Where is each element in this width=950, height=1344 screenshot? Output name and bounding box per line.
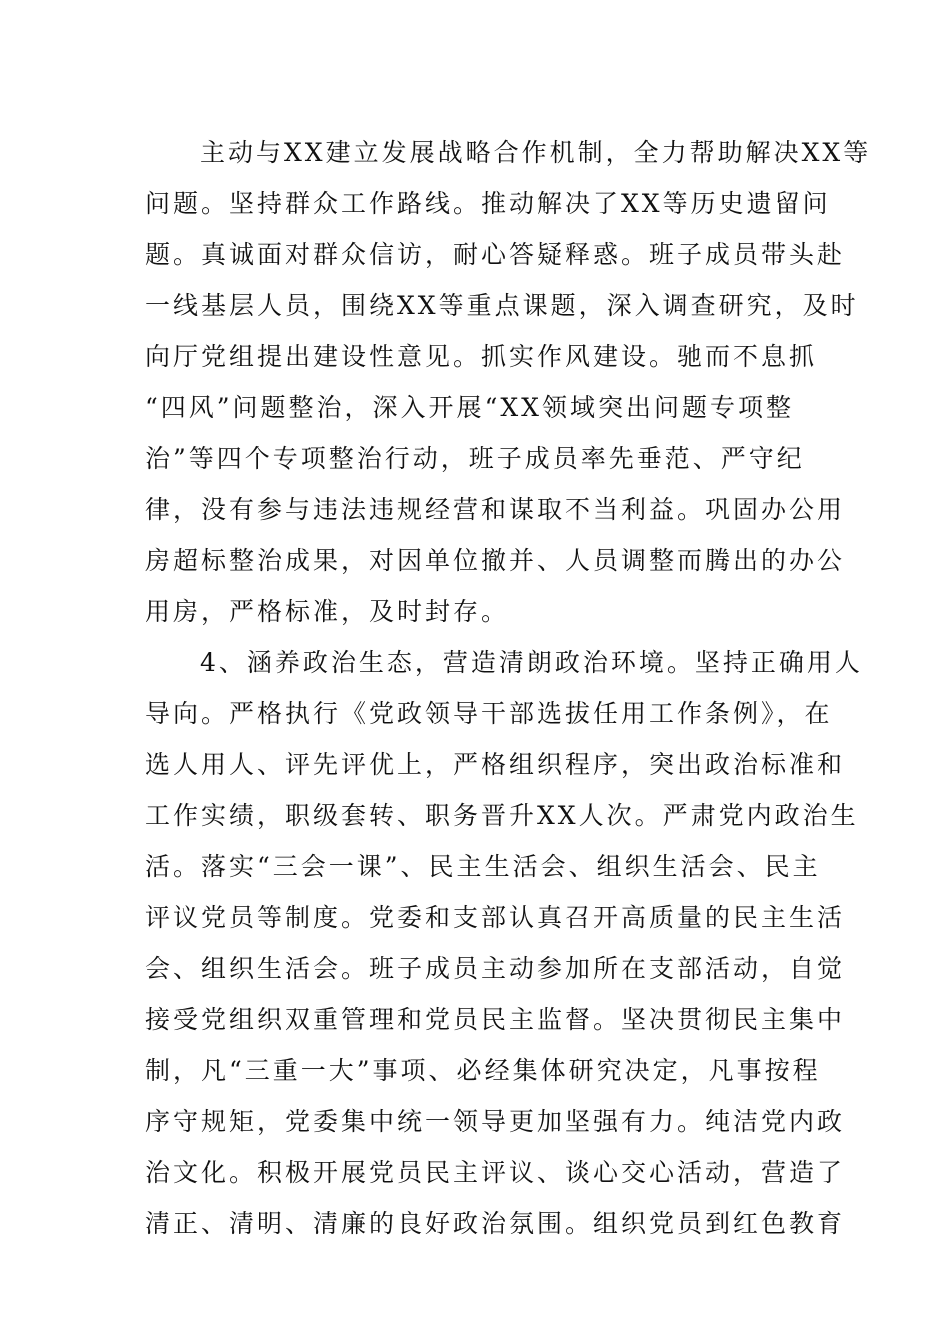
text-line: 评议党员等制度。党委和支部认真召开高质量的民主生活 bbox=[145, 903, 846, 932]
text-line: 律，没有参与违法违规经营和谋取不当利益。巩固办公用 bbox=[145, 495, 846, 524]
text-line: 4、涵养政治生态，营造清朗政治环境。坚持正确用人 bbox=[200, 648, 863, 677]
text-line: “四风”问题整治，深入开展“XX领域突出问题专项整 bbox=[145, 393, 794, 422]
text-line: 题。真诚面对群众信访，耐心答疑释惑。班子成员带头赴 bbox=[145, 240, 846, 269]
text-line: 向厅党组提出建设性意见。抓实作风建设。驰而不息抓 bbox=[145, 342, 818, 371]
text-line: 治”等四个专项整治行动，班子成员率先垂范、严守纪 bbox=[145, 444, 805, 473]
text-line: 主动与XX建立发展战略合作机制，全力帮助解决XX等 bbox=[200, 138, 872, 167]
text-line: 接受党组织双重管理和党员民主监督。坚决贯彻民主集中 bbox=[145, 1005, 846, 1034]
text-line: 问题。坚持群众工作路线。推动解决了XX等历史遗留问 bbox=[145, 189, 831, 218]
text-line: 治文化。积极开展党员民主评议、谈心交心活动，营造了 bbox=[145, 1158, 846, 1187]
text-line: 序守规矩，党委集中统一领导更加坚强有力。纯洁党内政 bbox=[145, 1107, 846, 1136]
document-body bbox=[145, 127, 872, 1249]
text-line: 清正、清明、清廉的良好政治氛围。组织党员到红色教育 bbox=[145, 1209, 846, 1238]
text-line: 用房，严格标准，及时封存。 bbox=[145, 597, 510, 626]
text-line: 选人用人、评先评优上，严格组织程序，突出政治标准和 bbox=[145, 750, 846, 779]
text-line: 房超标整治成果，对因单位撤并、人员调整而腾出的办公 bbox=[145, 546, 846, 575]
text-line: 活。落实“三会一课”、民主生活会、组织生活会、民主 bbox=[145, 852, 821, 881]
text-line: 一线基层人员，围绕XX等重点课题，深入调查研究，及时 bbox=[145, 291, 859, 320]
text-line: 导向。严格执行《党政领导干部选拔任用工作条例》，在 bbox=[145, 699, 833, 728]
text-line: 制，凡“三重一大”事项、必经集体研究决定，凡事按程 bbox=[145, 1056, 821, 1085]
text-line: 工作实绩，职级套转、职务晋升XX人次。严肃党内政治生 bbox=[145, 801, 859, 830]
text-line: 会、组织生活会。班子成员主动参加所在支部活动，自觉 bbox=[145, 954, 846, 983]
